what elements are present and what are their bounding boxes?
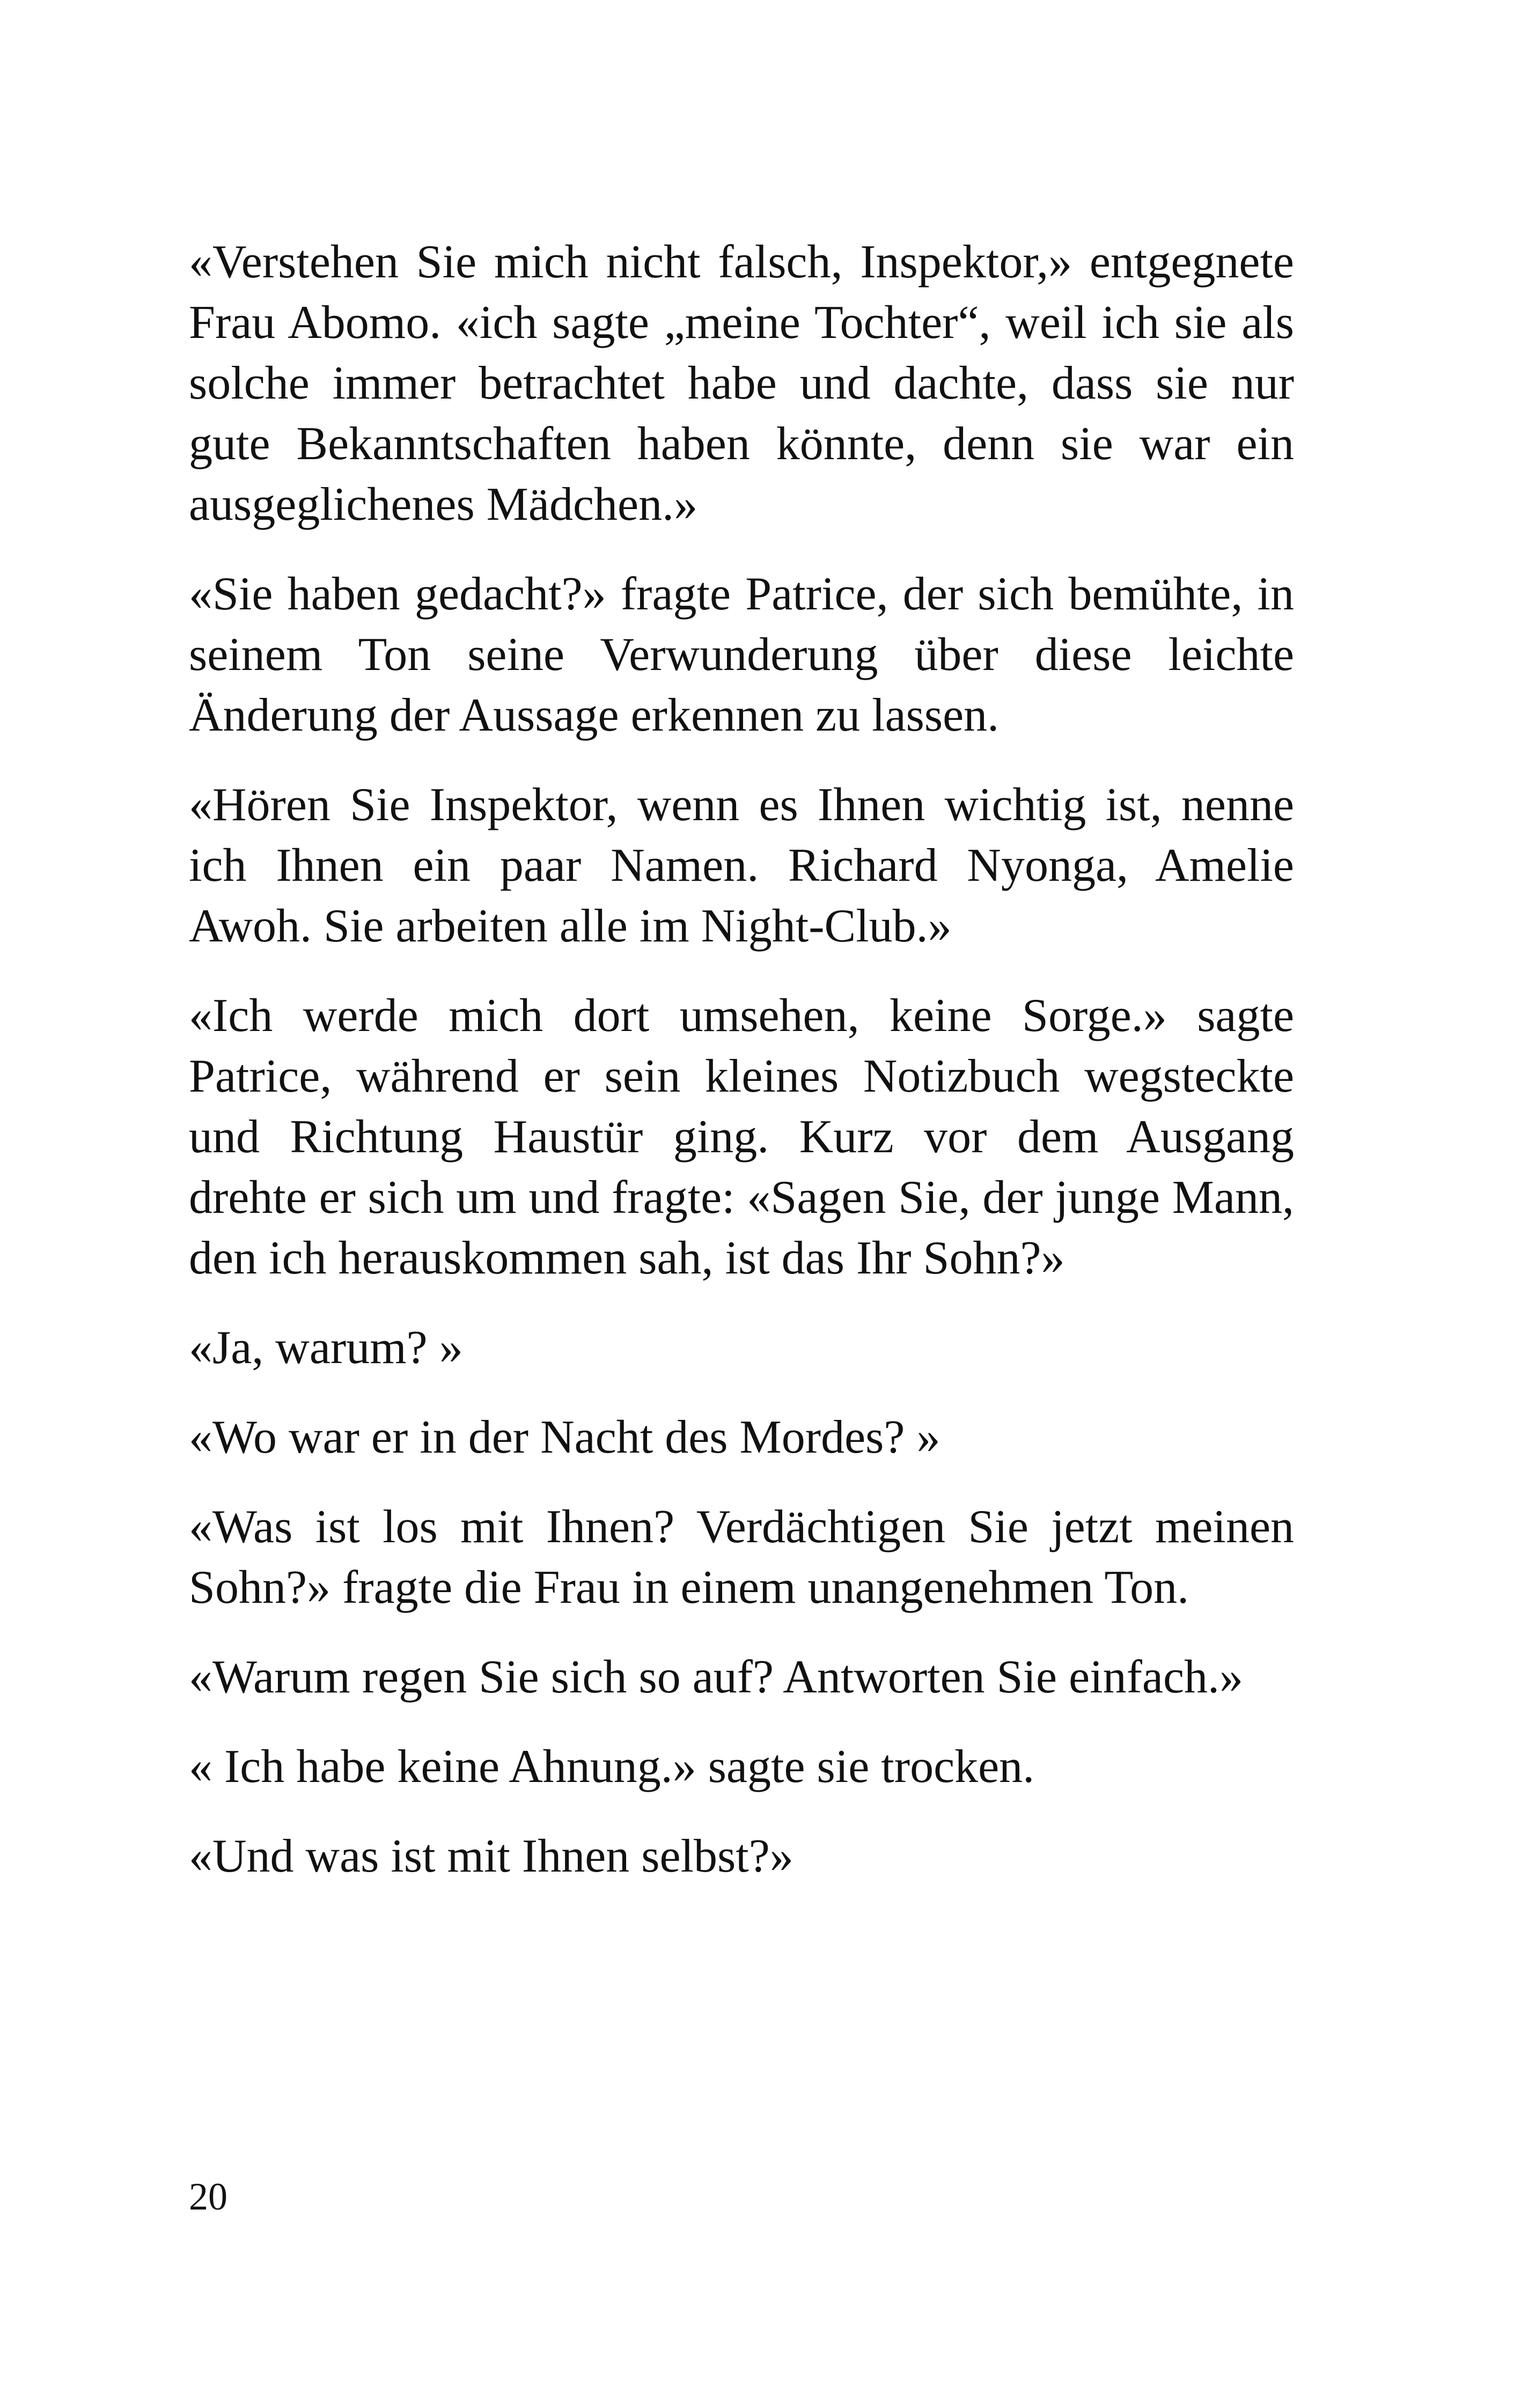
paragraph: «Verstehen Sie mich nicht falsch, Inspektor,» entgegnete Frau Abomo. «ich sagte „meine Tochter“, weil ich sie als solche immer betrachtet habe und dachte, dass sie nur gute Bekanntschaften haben könnte, denn sie war ein ausgeglichenes Mädchen.»: [189, 236, 1294, 531]
paragraph: «Warum regen Sie sich so auf? Antworten Sie einfach.»: [189, 1651, 1244, 1703]
paragraph: «Ja, warum? »: [189, 1322, 463, 1374]
paragraph: «Wo war er in der Nacht des Mordes? »: [189, 1411, 940, 1463]
page-number: 20: [189, 2175, 227, 2218]
paragraph: «Sie haben gedacht?» fragte Patrice, der sich bemühte, in seinem Ton seine Verwunderung über diese leichte Änderung der Aussage erkennen zu lassen.: [189, 568, 1294, 741]
paragraph: « Ich habe keine Ahnung.» sagte sie trocken.: [189, 1741, 1035, 1793]
paragraph: «Und was ist mit Ihnen selbst?»: [189, 1830, 793, 1882]
body-text: [189, 232, 1294, 1916]
paragraph: «Ich werde mich dort umsehen, keine Sorge.» sagte Patrice, während er sein kleines Notizbuch wegsteckte und Richtung Haustür ging. Kurz vor dem Ausgang drehte er sich um und fragte: «Sagen Sie, der junge Mann, den ich herauskommen sah, ist das Ihr Sohn?»: [189, 990, 1294, 1284]
paragraph: «Was ist los mit Ihnen? Verdächtigen Sie jetzt meinen Sohn?» fragte die Frau in einem unangenehmen Ton.: [189, 1501, 1294, 1614]
paragraph: «Hören Sie Inspektor, wenn es Ihnen wichtig ist, nenne ich Ihnen ein paar Namen. Richard Nyonga, Amelie Awoh. Sie arbeiten alle im Night-Club.»: [189, 779, 1294, 952]
